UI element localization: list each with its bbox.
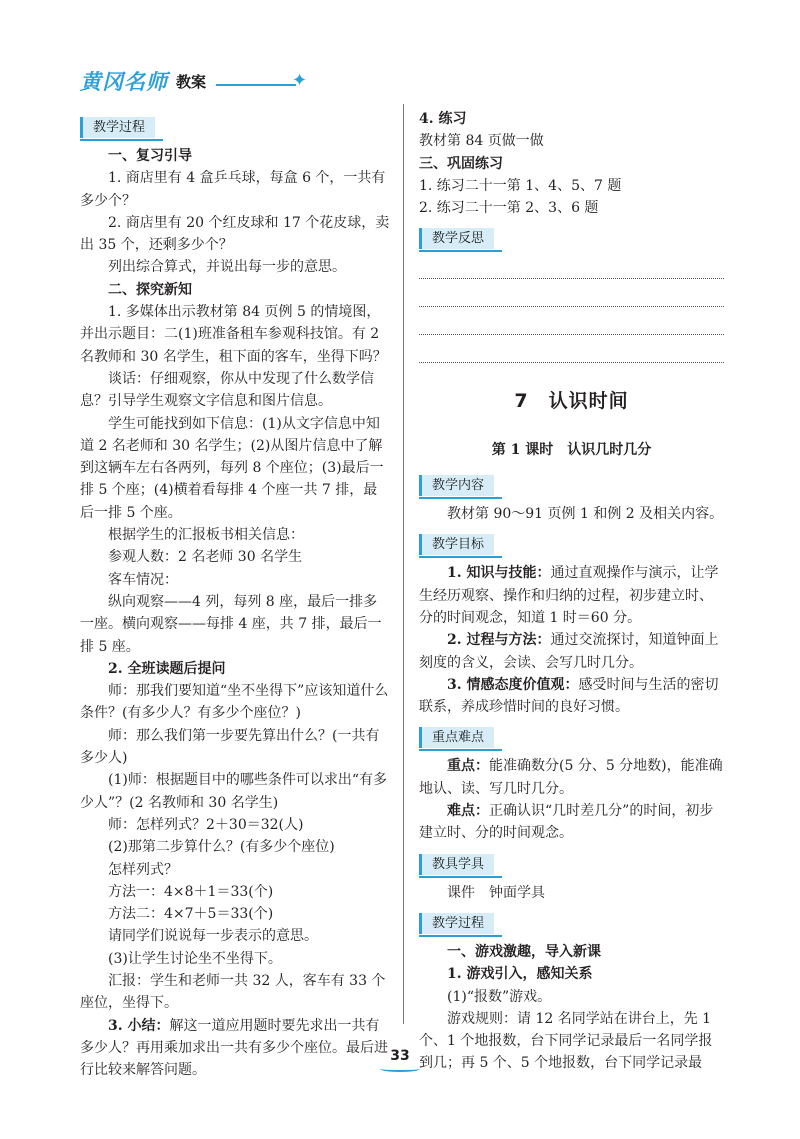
- paragraph: (2)那第二步算什么？(有多少个座位): [108, 839, 335, 856]
- summary-text: 解这一道应用题时要先求出一共有多少人？再用乘加求出一共有多少个座位。最后进行比较来解答问题。: [80, 1017, 388, 1079]
- section-label-tools: 教具学具: [419, 854, 494, 875]
- paragraph: 参观人数：2 名老师 30 名学生: [108, 549, 303, 566]
- paragraph: 课件 钟面学具: [447, 884, 545, 901]
- summary-label: 3. 小结：: [108, 1017, 170, 1034]
- paragraph: 方法一：4×8＋1＝33(个): [108, 883, 274, 900]
- reflection-lines: [419, 256, 724, 364]
- brand-subtitle: 教案: [176, 73, 207, 91]
- paragraph: 1. 商店里有 4 盒乒乓球，每盒 6 个，一共有多少个？: [80, 170, 386, 209]
- dotted-line: [419, 334, 724, 336]
- paragraph: (1)师：根据题目中的哪些条件可以求出“有多少人”？(2 名教师和 30 名学生): [80, 772, 387, 811]
- page-number-ornament: [380, 1066, 420, 1072]
- column-divider: [403, 104, 404, 1024]
- paragraph: 2. 商店里有 20 个红皮球和 17 个花皮球，卖出 35 个，还剩多少个？: [80, 214, 390, 254]
- left-column: [80, 108, 390, 1081]
- heading-game: 一、游戏激趣，导入新课: [447, 943, 601, 960]
- right-column: [419, 108, 724, 1075]
- key-label: 难点：: [447, 803, 489, 820]
- paragraph: [419, 800, 724, 845]
- paragraph: 根据学生的汇报板书相关信息：: [108, 527, 304, 544]
- chapter-title: 7 认识时间: [514, 390, 629, 413]
- dotted-line: [419, 362, 724, 364]
- paragraph: 汇报：学生和老师一共 32 人，客车有 33 个座位，坐得下。: [80, 972, 386, 1012]
- brand-logo: 黄冈名师: [80, 70, 168, 94]
- paragraph: 1. 多媒体出示教材第 84 页例 5 的情境图，并出示题目：二(1)班准备租车参观科技馆。有 2 名教师和 30 名学生，租下面的客车，坐得下吗？: [80, 304, 387, 365]
- subheading: 2. 全班读题后提问: [108, 660, 226, 677]
- heading-explore: 二、探究新知: [108, 281, 192, 298]
- key-label: 重点：: [447, 758, 489, 775]
- paragraph: 游戏规则：请 12 名同学站在讲台上，先 1 个、1 个地报数，台下同学记录最后一名同学报到几；再 5 个、5 个地报数，台下同学记录最: [419, 1010, 713, 1072]
- header-rule: [216, 84, 296, 86]
- section-label-process: 教学过程: [419, 913, 494, 934]
- paragraph: 方法二：4×7＋5＝33(个): [108, 906, 274, 923]
- lesson-title: 第 1 课时 认识几时几分: [491, 441, 652, 458]
- goal-label: 2. 过程与方法：: [447, 632, 551, 649]
- paragraph: [419, 755, 724, 800]
- page-header: [80, 62, 340, 102]
- subheading: 4. 练习: [419, 111, 467, 127]
- paragraph: 师：怎样列式？2＋30＝32(人): [108, 816, 304, 833]
- paragraph: 谈话：仔细观察，你从中发现了什么数学信息？引导学生观察文字信息和图片信息。: [80, 370, 374, 410]
- paragraph: 师：那么我们第一步要先算出什么？(一共有多少人): [80, 727, 380, 767]
- section-label-process: 教学过程: [80, 117, 155, 138]
- list-item: 1. 练习二十一第 1、4、5、7 题: [419, 177, 622, 194]
- paragraph: 怎样列式？: [108, 861, 178, 878]
- section-label-content: 教学内容: [419, 475, 494, 496]
- goal-text: 通过交流探讨，知道钟面上刻度的含义，会读、会写几时几分。: [419, 632, 719, 671]
- goal-text: 感受时间与生活的密切联系，养成珍惜时间的良好习惯。: [419, 676, 719, 716]
- paragraph: (1)“报数”游戏。: [447, 988, 552, 1005]
- heading-consolidate: 三、巩固练习: [419, 155, 503, 172]
- section-label-reflection: 教学反思: [419, 228, 494, 249]
- paragraph: 纵向观察——4 列，每列 8 座，最后一排多一座。横向观察——每排 4 座，共 7 排，最后一排 5 座。: [80, 593, 382, 655]
- page-number: 33: [390, 1048, 410, 1064]
- dotted-line: [419, 278, 724, 280]
- paragraph: [419, 674, 724, 719]
- goal-label: 3. 情感态度价值观：: [447, 676, 579, 693]
- paragraph: 教材第 90～91 页例 1 和例 2 及相关内容。: [447, 506, 724, 523]
- paragraph: 师：那我们要知道“坐不坐得下”应该知道什么条件？(有多少人？有多少个座位？): [80, 683, 389, 722]
- paragraph: 列出综合算式，并说出每一步的意思。: [108, 259, 346, 276]
- paragraph: [419, 562, 724, 629]
- paragraph: 请同学们说说每一步表示的意思。: [108, 928, 318, 945]
- paragraph: 学生可能找到如下信息：(1)从文字信息中知道 2 名老师和 30 名学生；(2)从图片信息中了解到这辆车左右各两列，每列 8 个座位；(3)最后一排 5 个座；(4)横着看每排 4 个座一共 7 排，最后一排 5 个座。: [80, 415, 384, 521]
- list-item: 2. 练习二十一第 2、3、6 题: [419, 200, 599, 217]
- paragraph: 客车情况：: [108, 571, 178, 588]
- paragraph: [419, 629, 724, 674]
- goal-label: 1. 知识与技能：: [447, 565, 551, 582]
- dotted-line: [419, 306, 724, 308]
- paragraph: 教材第 84 页做一做: [419, 133, 544, 150]
- key-text: 正确认识“几时差几分”的时间，初步建立时、分的时间观念。: [419, 803, 714, 842]
- section-label-goals: 教学目标: [419, 534, 494, 555]
- key-text: 能准确数分(5 分、5 分地数)，能准确地认、读、写几时几分。: [419, 758, 723, 797]
- sparkle-icon: ✦: [292, 70, 308, 91]
- heading-review: 一、复习引导: [108, 148, 192, 164]
- section-label-key-points: 重点难点: [419, 727, 494, 748]
- paragraph: (3)让学生讨论坐不坐得下。: [108, 950, 282, 967]
- goal-text: 通过直观操作与演示，让学生经历观察、操作和归纳的过程，初步建立时、分的时间观念，知道 1 时＝60 分。: [419, 565, 719, 626]
- subheading: 1. 游戏引入，感知关系: [447, 966, 593, 983]
